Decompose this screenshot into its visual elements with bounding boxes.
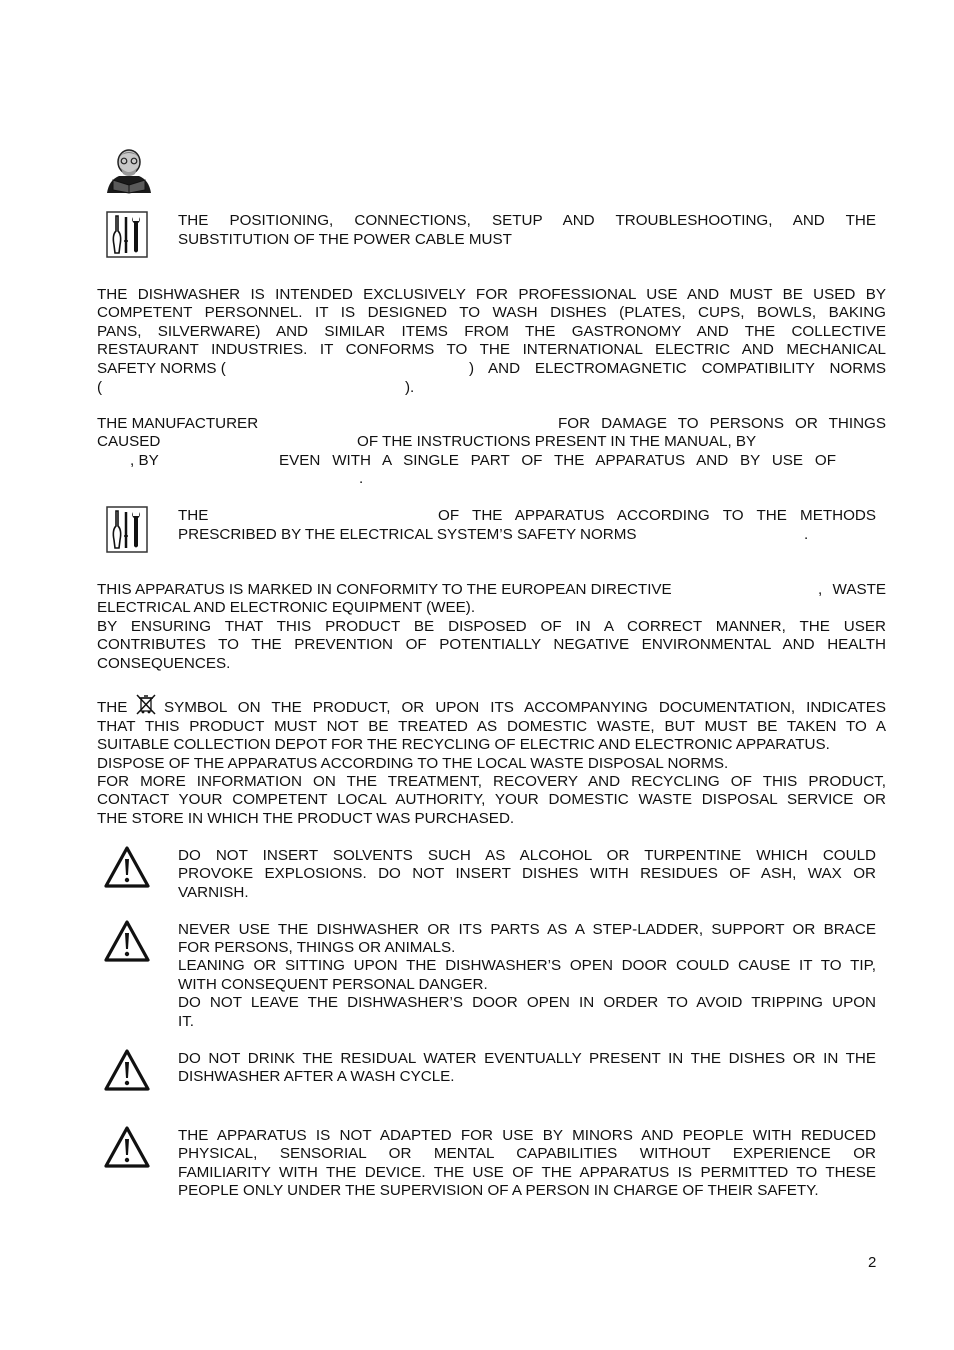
warning-text-3: DISHWASHER AFTER A WASH CYCLE. [178,1068,455,1085]
manufacturer-text: EVEN WITH A SINGLE PART OF THE APPARATUS AND BY USE OF [279,452,836,469]
warning-triangle-icon [104,919,150,963]
warning-text-1: VARNISH. [178,884,249,901]
tools-icon [106,211,148,258]
intended-use-text: ) AND ELECTROMAGNETIC COMPATIBILITY NORMS [469,360,886,377]
intended-use-text: ( [97,379,103,396]
manufacturer-text: CAUSED [97,433,161,450]
tools-text-2: PRESCRIBED BY THE ELECTRICAL SYSTEM’S SAFETY NORMS [178,526,637,543]
warning-text-2: DO NOT LEAVE THE DISHWASHER’S DOOR OPEN IN ORDER TO AVOID TRIPPING UPON [178,994,876,1011]
manufacturer-text: FOR DAMAGE TO PERSONS OR THINGS [558,415,886,432]
warning-text-2: LEANING OR SITTING UPON THE DISHWASHER’S OPEN DOOR COULD CAUSE IT TO TIP, [178,957,876,974]
warning-triangle-icon [104,845,150,889]
symbol-text: FOR MORE INFORMATION ON THE TREATMENT, RECOVERY AND RECYCLING OF THIS PRODUCT, [97,773,886,790]
intended-use-text: PANS, SILVERWARE) AND SIMILAR ITEMS FROM THE GASTRONOMY AND THE COLLECTIVE [97,323,886,340]
symbol-text: THE STORE IN WHICH THE PRODUCT WAS PURCHASED. [97,810,515,827]
tools-icon [106,506,148,553]
warning-triangle-icon [104,1048,150,1092]
warning-text-2: WITH CONSEQUENT PERSONAL DANGER. [178,976,488,993]
manufacturer-text: THE MANUFACTURER [97,415,259,432]
manufacturer-text: . [359,470,364,487]
weee-text: BY ENSURING THAT THIS PRODUCT BE DISPOSED OF IN A CORRECT MANNER, THE USER [97,618,886,635]
intended-use-text: SAFETY NORMS ( [97,360,226,377]
tools-text-1: THE POSITIONING, CONNECTIONS, SETUP AND TROUBLESHOOTING, AND THE [178,212,876,229]
weee-text: ELECTRICAL AND ELECTRONIC EQUIPMENT (WEE). [97,599,476,616]
intended-use-text: ). [405,379,415,396]
symbol-text: DISPOSE OF THE APPARATUS ACCORDING TO THE LOCAL WASTE DISPOSAL NORMS. [97,755,729,772]
weee-text: CONTRIBUTES TO THE PREVENTION OF POTENTIALLY NEGATIVE ENVIRONMENTAL AND HEALTH [97,636,886,653]
symbol-text: SYMBOL ON THE PRODUCT, OR UPON ITS ACCOMPANYING DOCUMENTATION, INDICATES [164,699,886,716]
symbol-text: CONTACT YOUR COMPETENT LOCAL AUTHORITY, YOUR DOMESTIC WASTE DISPOSAL SERVICE OR [97,791,886,808]
manufacturer-text: OF THE INSTRUCTIONS PRESENT IN THE MANUAL, BY [357,433,757,450]
warning-text-3: DO NOT DRINK THE RESIDUAL WATER EVENTUALLY PRESENT IN THE DISHES OR IN THE [178,1050,876,1067]
warning-triangle-icon [104,1125,150,1169]
crossed-bin-icon [135,693,157,715]
weee-text: THIS APPARATUS IS MARKED IN CONFORMITY TO THE EUROPEAN DIRECTIVE [97,581,672,598]
tools-text-1b: SUBSTITUTION OF THE POWER CABLE MUST [178,231,512,248]
reader-icon [105,146,153,194]
warning-text-2: FOR PERSONS, THINGS OR ANIMALS. [178,939,456,956]
warning-text-4: THE APPARATUS IS NOT ADAPTED FOR USE BY MINORS AND PEOPLE WITH REDUCED [178,1127,876,1144]
symbol-text: THE [97,699,128,716]
symbol-text: SUITABLE COLLECTION DEPOT FOR THE RECYCLING OF ELECTRIC AND ELECTRONIC APPARATUS. [97,736,830,753]
tools-text-2: . [804,526,809,543]
warning-text-2: IT. [178,1013,195,1030]
page-number: 2 [868,1254,877,1271]
warning-text-4: FAMILIARITY WITH THE DEVICE. THE USE OF THE APPARATUS IS PERMITTED TO THESE [178,1164,876,1181]
weee-text: , WASTE [818,581,886,598]
weee-text: CONSEQUENCES. [97,655,231,672]
tools-text-2: OF THE APPARATUS ACCORDING TO THE METHODS [438,507,876,524]
intended-use-text: RESTAURANT INDUSTRIES. IT CONFORMS TO THE INTERNATIONAL ELECTRIC AND MECHANICAL [97,341,886,358]
warning-text-2: NEVER USE THE DISHWASHER OR ITS PARTS AS A STEP-LADDER, SUPPORT OR BRACE [178,921,876,938]
intended-use-text: COMPETENT PERSONNEL. IT IS DESIGNED TO WASH DISHES (PLATES, CUPS, BOWLS, BAKING [97,304,886,321]
intended-use-text: THE DISHWASHER IS INTENDED EXCLUSIVELY FOR PROFESSIONAL USE AND MUST BE USED BY [97,286,886,303]
warning-text-4: PHYSICAL, SENSORIAL OR MENTAL CAPABILITIES WITHOUT EXPERIENCE OR [178,1145,876,1162]
manufacturer-text: , BY [130,452,159,469]
warning-text-4: PEOPLE ONLY UNDER THE SUPERVISION OF A PERSON IN CHARGE OF THEIR SAFETY. [178,1182,819,1199]
warning-text-1: PROVOKE EXPLOSIONS. DO NOT INSERT DISHES WITH RESIDUES OF ASH, WAX OR [178,865,876,882]
tools-text-2: THE [178,507,209,524]
warning-text-1: DO NOT INSERT SOLVENTS SUCH AS ALCOHOL OR TURPENTINE WHICH COULD [178,847,876,864]
symbol-text: THAT THIS PRODUCT MUST NOT BE TREATED AS DOMESTIC WASTE, BUT MUST BE TAKEN TO A [97,718,886,735]
